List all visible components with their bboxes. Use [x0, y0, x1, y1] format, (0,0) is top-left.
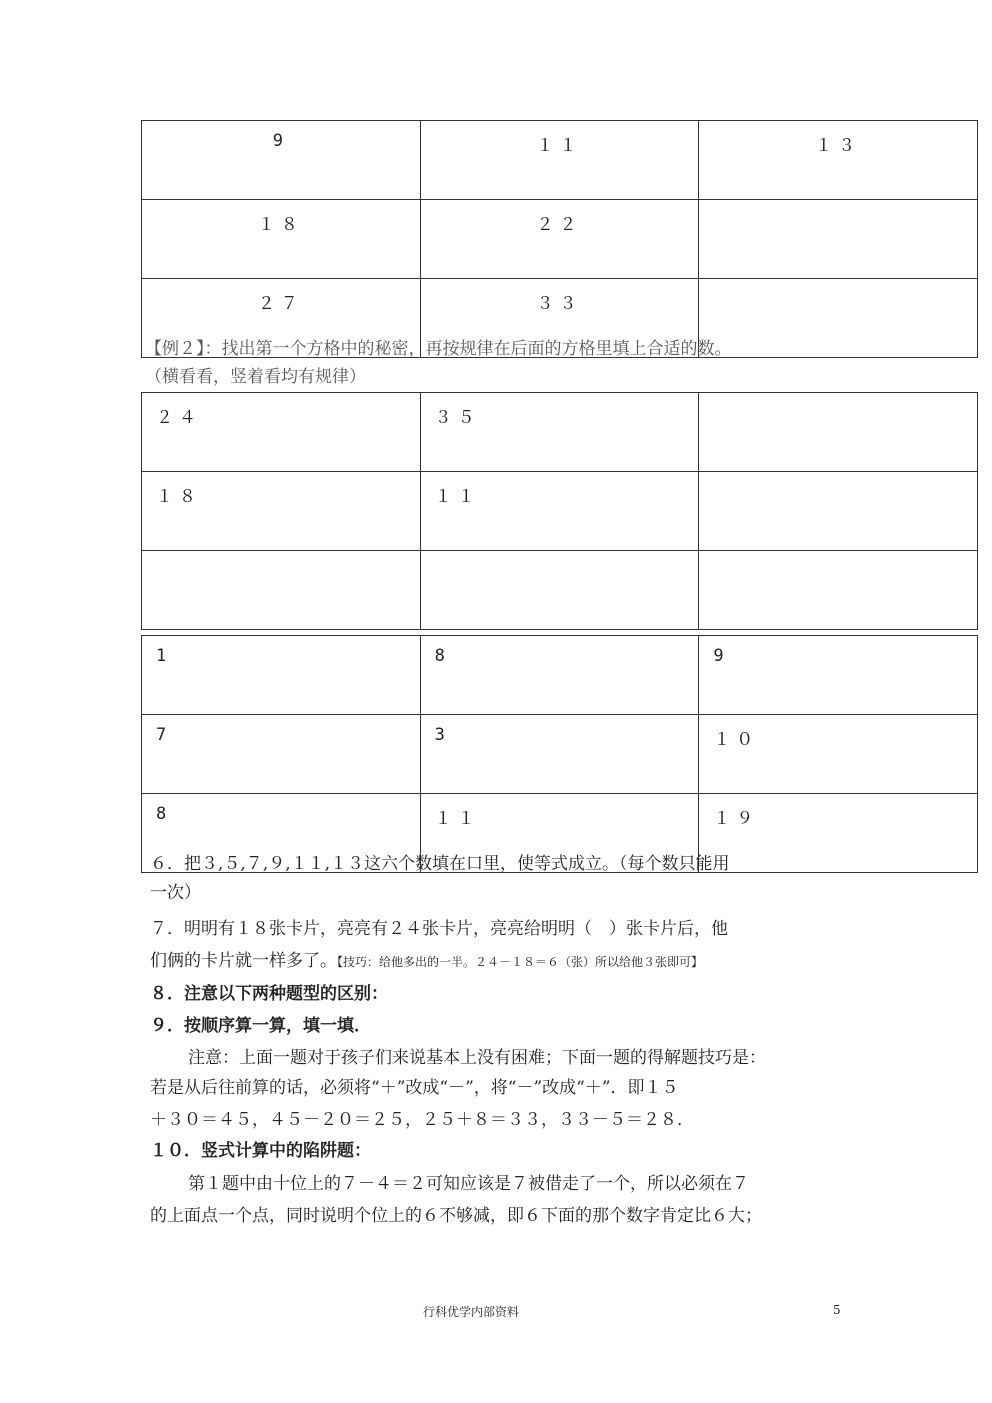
note-line-1: 注意：上面一题对于孩子们来说基本上没有困难；下面一题的得解题技巧是： [188, 1048, 766, 1068]
grid-cell: ２７ [142, 279, 421, 358]
grid-cell: １１ [420, 794, 699, 873]
grid-cell [699, 200, 978, 279]
question-7-continued [150, 953, 703, 970]
grid-cell: １０ [699, 715, 978, 794]
grid-cell: 8 [142, 794, 421, 873]
number-grid-3 [141, 635, 978, 873]
grid-cell: ３５ [420, 393, 699, 472]
table-row [142, 121, 978, 200]
grid-cell [142, 551, 421, 630]
grid-cell: １８ [142, 472, 421, 551]
table-row [142, 551, 978, 630]
grid-cell [699, 393, 978, 472]
example2-heading: 【例２】：找出第一个方格中的秘密，再按规律在后面的方格里填上合适的数。 [145, 339, 732, 359]
grid-cell: ２２ [420, 200, 699, 279]
question-7: ７．明明有１８张卡片，亮亮有２４张卡片，亮亮给明明（ ）张卡片后，他 [150, 919, 728, 939]
number-grid-1 [141, 120, 978, 358]
grid-cell [699, 472, 978, 551]
note-line-2: 若是从后往前算的话，必须将“＋”改成“－”，将“－”改成“＋”．即１５ [150, 1078, 679, 1098]
grid-cell: １３ [699, 121, 978, 200]
table-row [142, 715, 978, 794]
question-7-text: 们俩的卡片就一样多了。 [150, 951, 337, 971]
grid-cell: １１ [420, 121, 699, 200]
grid-cell [699, 551, 978, 630]
number-grid-2 [141, 392, 978, 630]
question-10: １０．竖式计算中的陷阱题： [150, 1141, 371, 1161]
grid-cell [420, 551, 699, 630]
grid-cell: １８ [142, 200, 421, 279]
grid-cell: 9 [142, 121, 421, 200]
question-9: ９．按顺序算一算，填一填． [150, 1016, 371, 1036]
question-8: ８．注意以下两种题型的区别： [150, 984, 388, 1004]
table-row [142, 200, 978, 279]
grid-cell: ２４ [142, 393, 421, 472]
grid-cell: １１ [420, 472, 699, 551]
grid-cell: １９ [699, 794, 978, 873]
question-6-continued: 一次） [150, 883, 201, 903]
grid-cell: 8 [420, 636, 699, 715]
note-line-3: ＋３０＝４５，４５－２０＝２５，２５＋８＝３３，３３－５＝２８． [150, 1110, 694, 1130]
grid-cell: 7 [142, 715, 421, 794]
grid-cell: ３３ [420, 279, 699, 358]
table-row [142, 636, 978, 715]
grid-cell: 1 [142, 636, 421, 715]
grid-cell: 3 [420, 715, 699, 794]
grid-cell: 9 [699, 636, 978, 715]
grid-cell [699, 279, 978, 358]
table-row [142, 393, 978, 472]
page-number: 5 [833, 1303, 841, 1317]
example2-hint: （横看看，竖着看均有规律） [145, 367, 366, 387]
question-7-tip: 【技巧：给他多出的一半。２４－１８＝６（张）所以给他３张即可】 [337, 955, 704, 969]
question-10-text-1: 第１题中由十位上的７－４＝２可知应该是７被借走了一个，所以必须在７ [188, 1174, 749, 1194]
question-6: ６．把３,５,７,９,１１,１３这六个数填在口里，使等式成立。（每个数只能用 [150, 854, 730, 874]
table-row [142, 472, 978, 551]
footer-label: 行科优学内部资料 [423, 1305, 520, 1319]
question-10-text-2: 的上面点一个点，同时说明个位上的６不够减，即６下面的那个数字肯定比６大； [150, 1206, 762, 1226]
